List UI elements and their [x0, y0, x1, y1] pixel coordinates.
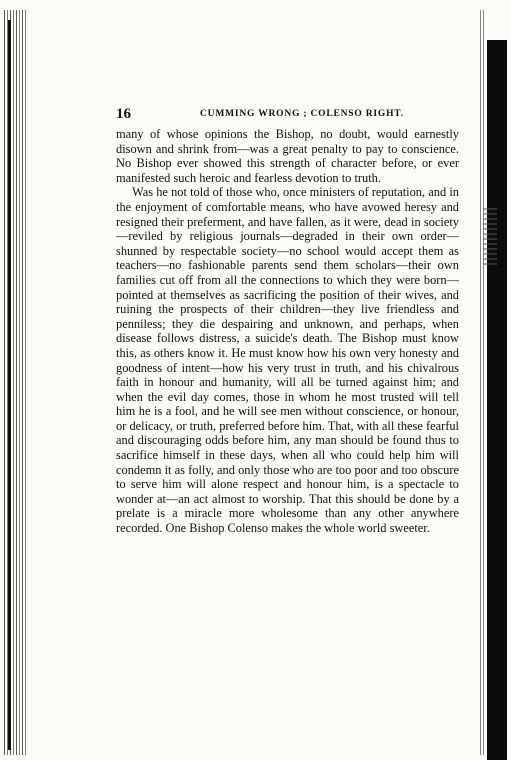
page-edge-right — [480, 10, 486, 755]
page-header — [116, 106, 472, 126]
running-title: CUMMING WRONG ; COLENSO RIGHT. — [200, 109, 404, 119]
paragraph-continued: many of whose opinions the Bishop, no doubt, would earnestly disown and shrink from—was a great penalty to pay to conscience. No Bishop ever showed this strength of character before, or ever manifested such heroic and fearless devotion to truth. — [116, 127, 459, 185]
binding-shadow-right — [487, 40, 507, 760]
body-text — [116, 127, 459, 536]
binding-shadow-left — [8, 20, 11, 750]
paragraph: Was he not told of those who, once ministers of reputation, and in the enjoyment of comfortable means, who have avowed heresy and resigned their preferment, and have fallen, as it were, dead in society—reviled by religious journals—degraded in their own order—shunned by respectable society—no school would accept them as teachers—no fashionable parents send them scholars—their own families cut off from all the connections to which they were born—pointed at themselves as sacrificing the position of their wives, and ruining the prospects of their children—they live friendless and penniless; they die despairing and unknown, and perhaps, when disease follows distress, a suicide's death. The Bishop must know this, as others know it. He must know how his own very honesty and goodness of intent—how his very trust in truth, and his chivalrous faith in honour and humanity, will all be turned against him; and when the evil day comes, those in whom he most trusted will tell him he is a fool, and he will see men without conscience, or honour, or delicacy, or truth, preferred before him. That, with all these fearful and discouraging odds before him, any man should be found thus to sacrifice himself in these days, when all who could help him will condemn it as folly, and only those who are too poor and too obscure to serve him will alone respect and honour him, is a spectacle to wonder at—an act almost to worship. That this should be done by a prelate is a miracle more wholesome than any other anywhere recorded. One Bishop Colenso makes the whole world sweeter. — [116, 185, 459, 536]
ink-bleed-mark — [483, 205, 497, 265]
page-number: 16 — [116, 106, 131, 122]
